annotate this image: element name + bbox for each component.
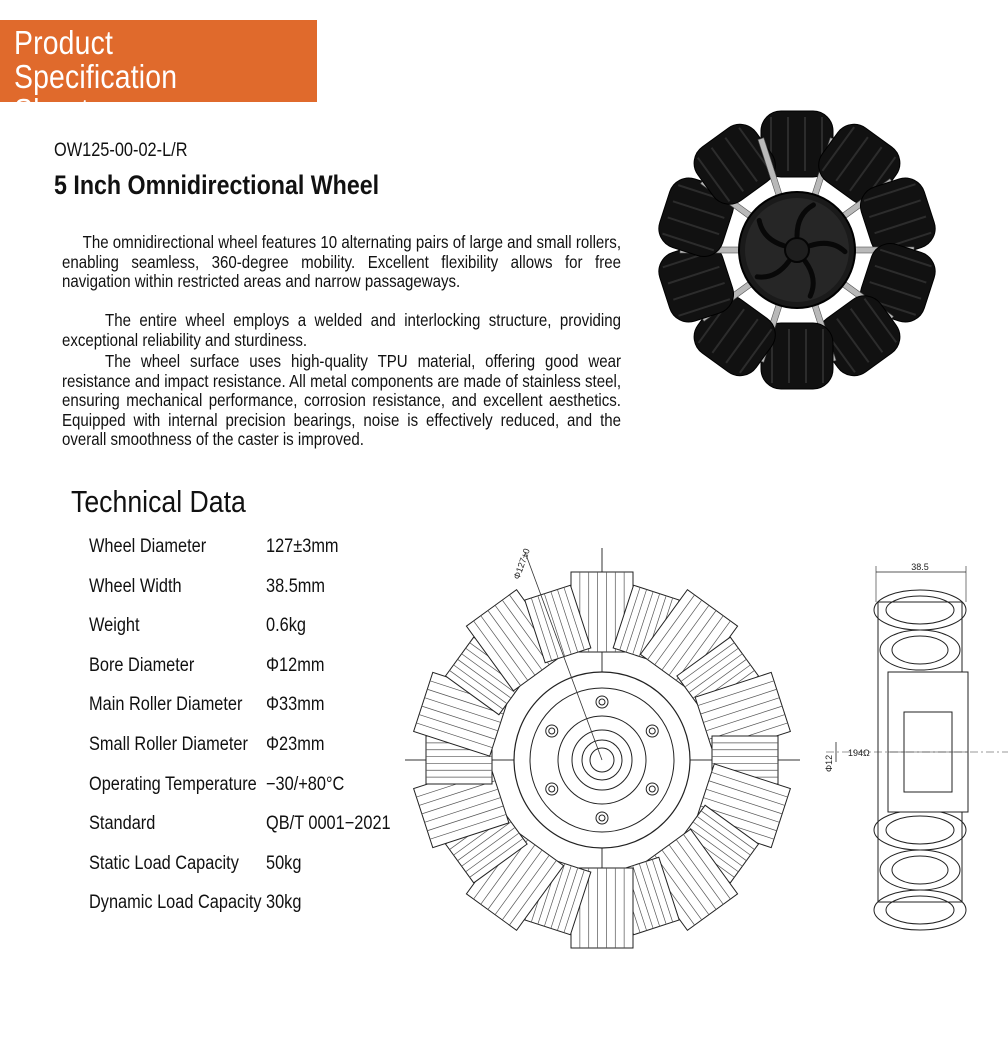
front-view-drawing [405, 548, 800, 943]
spec-label: Static Load Capacity [89, 852, 239, 874]
spec-value: 50kg [266, 852, 302, 874]
spec-value: 38.5mm [266, 575, 326, 597]
spec-value: QB/T 0001−2021 [266, 813, 391, 835]
side-width-label: 38.5 [911, 562, 929, 572]
spec-label: Operating Temperature [89, 773, 257, 795]
description-paragraph-2: The entire wheel employs a welded and interlocking structure, providing exceptional reliability and sturdiness. [62, 310, 621, 350]
spec-value: −30/+80°C [266, 773, 345, 795]
wheel-product-photo [652, 105, 942, 395]
spec-value: 30kg [266, 892, 302, 914]
spec-value: Φ33mm [266, 694, 325, 716]
spec-label: Standard [89, 813, 156, 835]
spec-label: Wheel Width [89, 575, 182, 597]
spec-label: Small Roller Diameter [89, 733, 248, 755]
spec-value: 0.6kg [266, 615, 306, 637]
spec-label: Main Roller Diameter [89, 694, 243, 716]
header-title: Product Specification Sheet [14, 24, 178, 129]
spec-label: Wheel Diameter [89, 536, 207, 557]
spec-value: Φ23mm [266, 733, 325, 755]
side-view-drawing [826, 562, 1008, 942]
side-hub-label: 194Ω [848, 748, 870, 758]
model-number: OW125-00-02-L/R [54, 140, 188, 161]
header-banner [0, 20, 317, 129]
spec-value: 127±3mm [266, 536, 339, 557]
spec-value: Φ12mm [266, 654, 325, 676]
spec-label: Weight [89, 615, 140, 637]
product-title: 5 Inch Omnidirectional Wheel [54, 170, 380, 200]
technical-data-heading: Technical Data [71, 484, 246, 519]
description-paragraph-3: The wheel surface uses high-quality TPU material, offering good wear resistance and impact resistance. All metal components are made of stainless steel, ensuring mechanical performance, corrosion resistance, and excellent aesthetics. Equipped with internal precision bearings, noise is effectively reduced, and the overall smoothness of the caster is improved. [62, 351, 621, 450]
spec-label: Dynamic Load Capacity [89, 892, 262, 914]
front-dim-label: Φ127±0 [511, 547, 532, 581]
side-bore-label: Φ12 [824, 754, 834, 772]
description-paragraph-1: The omnidirectional wheel features 10 alternating pairs of large and small rollers, enabling seamless, 360-degree mobility. Excellent flexibility allows for free navigation within restricted areas and narrow passageways. [62, 232, 621, 292]
spec-label: Bore Diameter [89, 654, 195, 676]
